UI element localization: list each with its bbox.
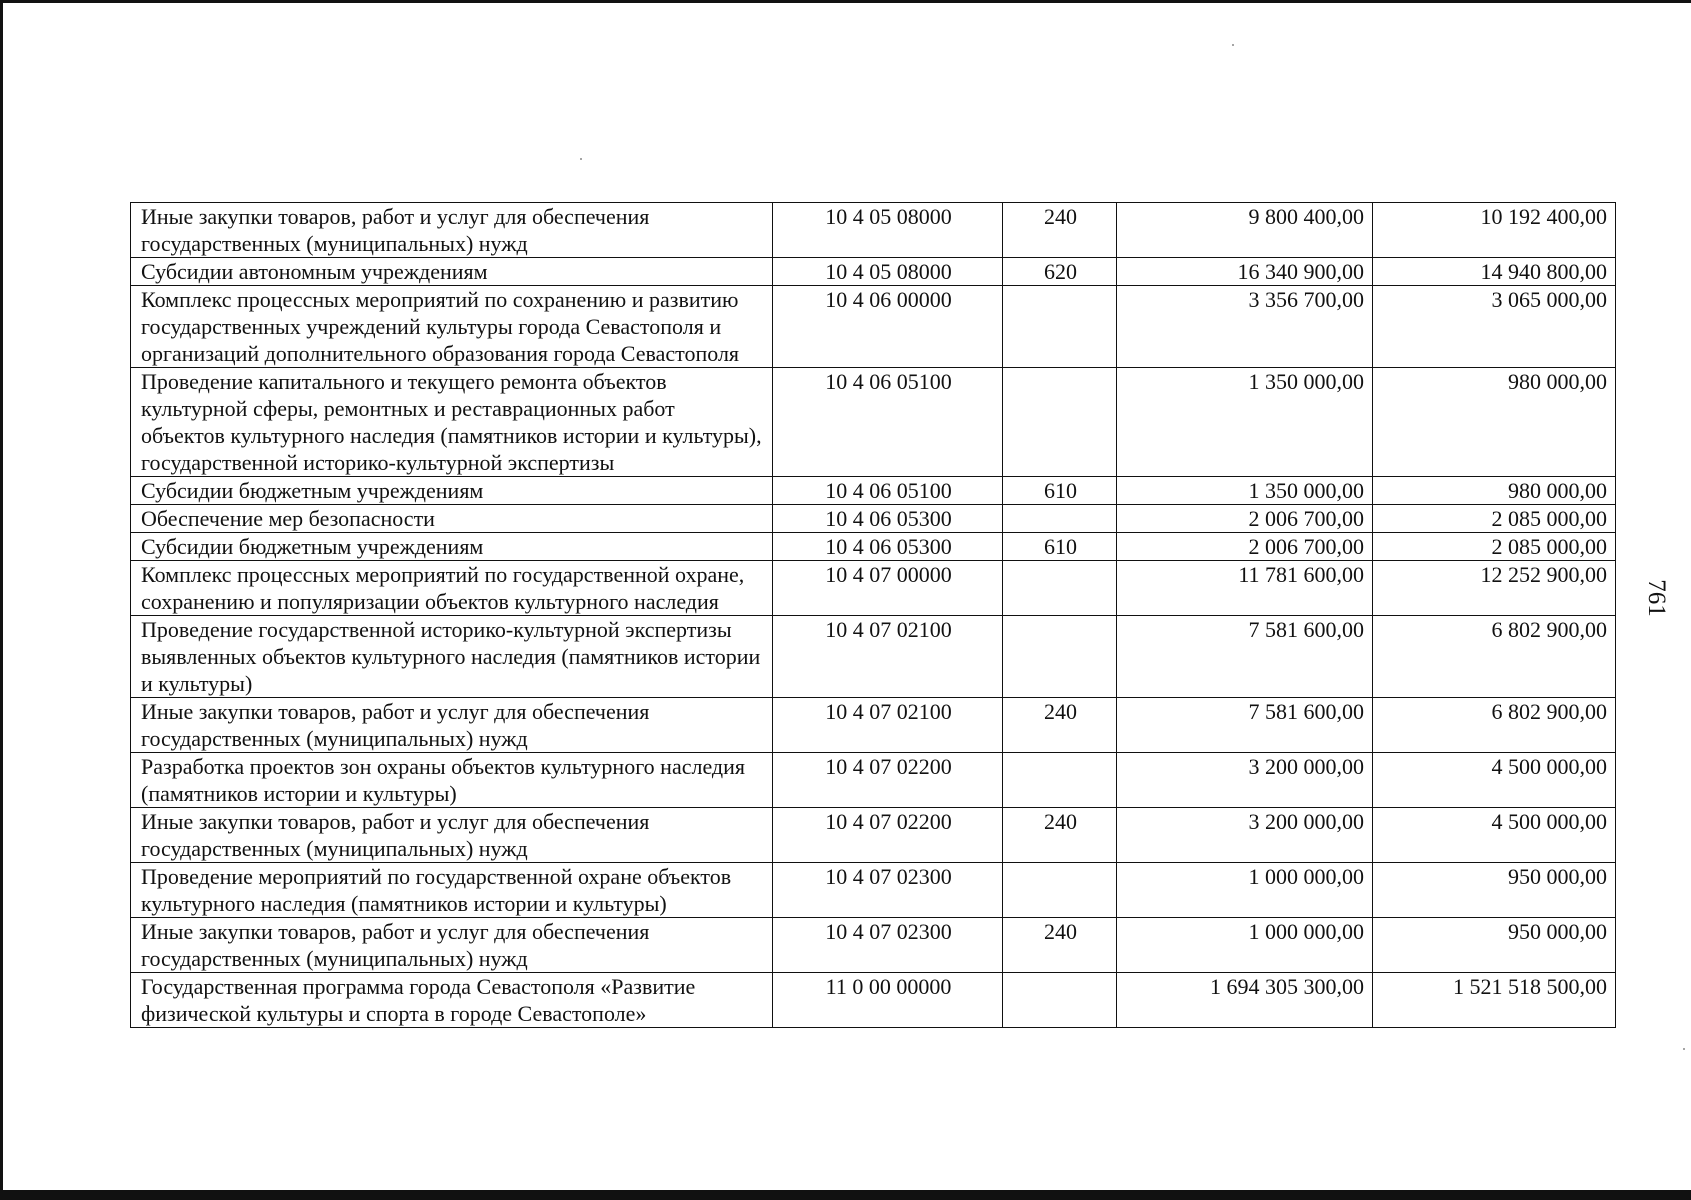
row-name-cell: Субсидии бюджетным учреждениям — [131, 533, 773, 561]
row-name-cell: Комплекс процессных мероприятий по государственной охране, сохранению и популяризации объектов культурного наследия — [131, 561, 773, 616]
row-expense-type-cell — [1003, 561, 1117, 616]
scan-edge-left — [0, 0, 3, 1200]
row-amount-year1-cell: 2 006 700,00 — [1117, 533, 1373, 561]
row-amount-year1-cell: 3 200 000,00 — [1117, 753, 1373, 808]
row-amount-year2-cell: 980 000,00 — [1373, 368, 1616, 477]
row-expense-type-cell — [1003, 368, 1117, 477]
table-row — [131, 533, 1616, 561]
row-expense-type-cell — [1003, 286, 1117, 368]
table-row — [131, 808, 1616, 863]
row-amount-year2-cell: 950 000,00 — [1373, 918, 1616, 973]
row-code-cell: 10 4 07 02200 — [773, 808, 1003, 863]
scan-speck — [1232, 44, 1234, 46]
row-code-cell: 10 4 06 05300 — [773, 505, 1003, 533]
row-amount-year2-cell: 2 085 000,00 — [1373, 505, 1616, 533]
row-expense-type-cell — [1003, 616, 1117, 698]
row-code-cell: 10 4 07 02200 — [773, 753, 1003, 808]
scan-speck — [1683, 1048, 1685, 1050]
row-code-cell: 10 4 06 05100 — [773, 477, 1003, 505]
row-amount-year1-cell: 7 581 600,00 — [1117, 698, 1373, 753]
row-amount-year2-cell: 6 802 900,00 — [1373, 616, 1616, 698]
row-expense-type-cell: 240 — [1003, 203, 1117, 258]
table-row — [131, 616, 1616, 698]
row-amount-year2-cell: 4 500 000,00 — [1373, 753, 1616, 808]
row-code-cell: 10 4 06 00000 — [773, 286, 1003, 368]
page-number: 761 — [1643, 579, 1670, 617]
row-amount-year2-cell: 6 802 900,00 — [1373, 698, 1616, 753]
row-code-cell: 10 4 05 08000 — [773, 258, 1003, 286]
row-name-cell: Проведение капитального и текущего ремонта объектов культурной сферы, ремонтных и реставрационных работ объектов культурного наследия (памятников истории и культуры), государственной историко-культурной экспертизы — [131, 368, 773, 477]
row-code-cell: 11 0 00 00000 — [773, 973, 1003, 1028]
table-row — [131, 753, 1616, 808]
table-row — [131, 698, 1616, 753]
row-amount-year1-cell: 9 800 400,00 — [1117, 203, 1373, 258]
row-amount-year2-cell: 3 065 000,00 — [1373, 286, 1616, 368]
row-code-cell: 10 4 07 02300 — [773, 918, 1003, 973]
row-name-cell: Иные закупки товаров, работ и услуг для обеспечения государственных (муниципальных) нужд — [131, 203, 773, 258]
row-name-cell: Комплекс процессных мероприятий по сохранению и развитию государственных учреждений культуры города Севастополя и организаций дополнительного образования города Севастополя — [131, 286, 773, 368]
row-code-cell: 10 4 07 02100 — [773, 616, 1003, 698]
row-amount-year1-cell: 1 000 000,00 — [1117, 918, 1373, 973]
row-amount-year2-cell: 12 252 900,00 — [1373, 561, 1616, 616]
row-name-cell: Государственная программа города Севастополя «Развитие физической культуры и спорта в городе Севастополе» — [131, 973, 773, 1028]
row-name-cell: Проведение мероприятий по государственной охране объектов культурного наследия (памятников истории и культуры) — [131, 863, 773, 918]
row-expense-type-cell: 240 — [1003, 808, 1117, 863]
row-expense-type-cell — [1003, 505, 1117, 533]
row-code-cell: 10 4 07 00000 — [773, 561, 1003, 616]
row-expense-type-cell: 620 — [1003, 258, 1117, 286]
row-code-cell: 10 4 07 02300 — [773, 863, 1003, 918]
table-row — [131, 505, 1616, 533]
row-name-cell: Проведение государственной историко-культурной экспертизы выявленных объектов культурного наследия (памятников истории и культуры) — [131, 616, 773, 698]
row-code-cell: 10 4 07 02100 — [773, 698, 1003, 753]
row-expense-type-cell: 610 — [1003, 477, 1117, 505]
row-amount-year1-cell: 1 694 305 300,00 — [1117, 973, 1373, 1028]
row-amount-year1-cell: 1 350 000,00 — [1117, 368, 1373, 477]
table-row — [131, 203, 1616, 258]
table-row — [131, 368, 1616, 477]
scan-edge-top — [0, 0, 1691, 3]
row-amount-year2-cell: 980 000,00 — [1373, 477, 1616, 505]
table-row — [131, 918, 1616, 973]
row-amount-year2-cell: 14 940 800,00 — [1373, 258, 1616, 286]
row-amount-year1-cell: 3 200 000,00 — [1117, 808, 1373, 863]
row-amount-year2-cell: 4 500 000,00 — [1373, 808, 1616, 863]
row-expense-type-cell — [1003, 863, 1117, 918]
row-amount-year2-cell: 10 192 400,00 — [1373, 203, 1616, 258]
row-amount-year1-cell: 16 340 900,00 — [1117, 258, 1373, 286]
table-row — [131, 286, 1616, 368]
table-row — [131, 973, 1616, 1028]
table-row — [131, 863, 1616, 918]
row-expense-type-cell — [1003, 973, 1117, 1028]
scan-edge-bottom — [0, 1190, 1691, 1200]
row-amount-year1-cell: 2 006 700,00 — [1117, 505, 1373, 533]
row-amount-year1-cell: 1 000 000,00 — [1117, 863, 1373, 918]
row-name-cell: Субсидии автономным учреждениям — [131, 258, 773, 286]
budget-table-body — [131, 203, 1616, 1028]
scan-speck — [580, 158, 582, 160]
row-code-cell: 10 4 06 05100 — [773, 368, 1003, 477]
table-row — [131, 258, 1616, 286]
row-name-cell: Обеспечение мер безопасности — [131, 505, 773, 533]
row-expense-type-cell: 240 — [1003, 698, 1117, 753]
row-expense-type-cell — [1003, 753, 1117, 808]
row-amount-year2-cell: 950 000,00 — [1373, 863, 1616, 918]
row-amount-year1-cell: 7 581 600,00 — [1117, 616, 1373, 698]
row-name-cell: Субсидии бюджетным учреждениям — [131, 477, 773, 505]
row-name-cell: Иные закупки товаров, работ и услуг для обеспечения государственных (муниципальных) нужд — [131, 698, 773, 753]
table-row — [131, 477, 1616, 505]
budget-table — [130, 202, 1616, 1028]
row-code-cell: 10 4 06 05300 — [773, 533, 1003, 561]
row-name-cell: Разработка проектов зон охраны объектов культурного наследия (памятников истории и культуры) — [131, 753, 773, 808]
row-amount-year2-cell: 2 085 000,00 — [1373, 533, 1616, 561]
row-name-cell: Иные закупки товаров, работ и услуг для обеспечения государственных (муниципальных) нужд — [131, 808, 773, 863]
row-amount-year1-cell: 11 781 600,00 — [1117, 561, 1373, 616]
table-row — [131, 561, 1616, 616]
row-code-cell: 10 4 05 08000 — [773, 203, 1003, 258]
row-amount-year2-cell: 1 521 518 500,00 — [1373, 973, 1616, 1028]
row-name-cell: Иные закупки товаров, работ и услуг для обеспечения государственных (муниципальных) нужд — [131, 918, 773, 973]
row-amount-year1-cell: 1 350 000,00 — [1117, 477, 1373, 505]
row-expense-type-cell: 610 — [1003, 533, 1117, 561]
row-amount-year1-cell: 3 356 700,00 — [1117, 286, 1373, 368]
row-expense-type-cell: 240 — [1003, 918, 1117, 973]
